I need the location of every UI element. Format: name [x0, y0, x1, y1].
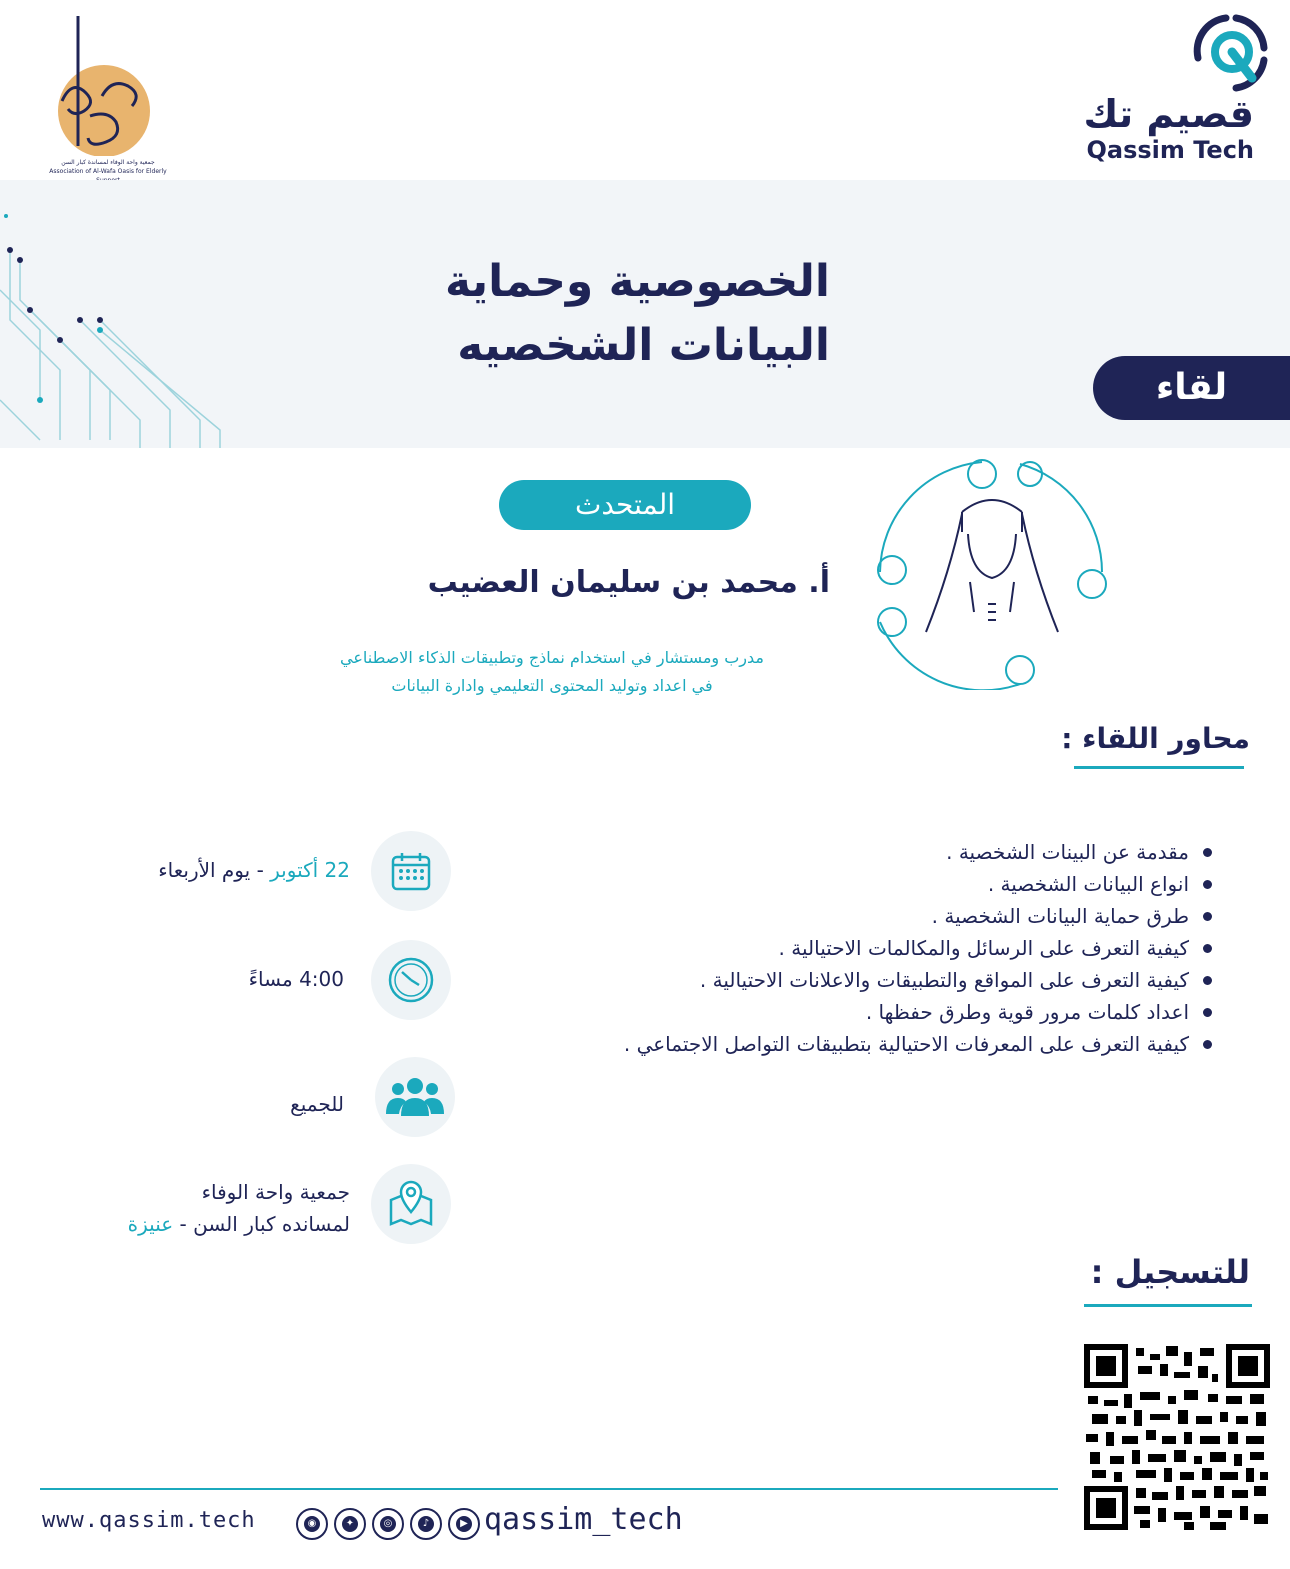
event-location-line2: لمسانده كبار السن - عنيزة	[127, 1212, 350, 1236]
event-date-weekday: - يوم الأربعاء	[158, 858, 271, 882]
event-location-line1: جمعية واحة الوفاء	[201, 1180, 350, 1204]
bullet-icon	[1203, 976, 1212, 985]
qassim-tech-name-en: Qassim Tech	[1086, 136, 1254, 164]
bullet-icon	[1203, 944, 1212, 953]
event-time: 4:00 مساءً	[248, 967, 344, 991]
people-icon-circle	[375, 1057, 455, 1137]
tiktok-icon[interactable]: ♪	[410, 1508, 442, 1540]
footer-divider	[40, 1488, 1058, 1490]
bullet-icon	[1203, 880, 1212, 889]
registration-qr-code[interactable]	[1084, 1344, 1270, 1530]
wafa-logo-caption: جمعية واحة الوفاء لمساندة كبار السن Association of Al-Wafa Oasis for Elderly	[49, 159, 167, 175]
speaker-description-line1: مدرب ومستشار في استخدام نماذج وتطبيقات الذكاء الاصطناعي	[340, 648, 764, 667]
list-item: انواع البيانات الشخصية .	[512, 868, 1212, 900]
meeting-badge: لقاء	[1093, 356, 1290, 420]
youtube-icon[interactable]: ▶	[448, 1508, 480, 1540]
people-icon	[386, 1076, 444, 1118]
qassim-tech-name-ar: قصيم تك	[1083, 92, 1254, 136]
twitter-icon[interactable]: ✦	[334, 1508, 366, 1540]
event-location-city: عنيزة	[127, 1212, 174, 1236]
topics-heading-underline	[1074, 766, 1244, 769]
list-item: كيفية التعرف على المعرفات الاحتيالية بتطبيقات التواصل الاجتماعي .	[512, 1028, 1212, 1060]
bullet-icon	[1203, 1040, 1212, 1049]
event-date-day: 22 أكتوبر	[270, 858, 350, 882]
clock-icon-circle	[371, 940, 451, 1020]
event-title-line1: الخصوصية وحماية	[444, 256, 830, 307]
clock-icon	[386, 955, 436, 1005]
topics-heading: محاور اللقاء :	[1061, 722, 1250, 755]
circuit-decoration	[0, 200, 240, 448]
wafa-logo	[40, 6, 170, 178]
speaker-description-line2: في اعداد وتوليد المحتوى التعليمي وادارة البيانات	[391, 676, 713, 695]
speaker-label: المتحدث	[499, 480, 751, 530]
instagram-icon[interactable]: ◎	[372, 1508, 404, 1540]
social-icons	[296, 1508, 480, 1540]
list-item: كيفية التعرف على المواقع والتطبيقات والاعلانات الاحتيالية .	[512, 964, 1212, 996]
event-location	[20, 1176, 350, 1240]
register-heading: للتسجيل :	[1090, 1253, 1250, 1291]
social-handle[interactable]: qassim_tech	[484, 1502, 683, 1537]
map-pin-icon	[387, 1180, 435, 1228]
bullet-icon	[1203, 848, 1212, 857]
bullet-icon	[1203, 1008, 1212, 1017]
event-title	[330, 250, 830, 378]
event-title-line2: البيانات الشخصيه	[457, 320, 830, 371]
list-item: مقدمة عن البينات الشخصية .	[512, 836, 1212, 868]
calendar-icon-circle	[371, 831, 451, 911]
speaker-name: أ. محمد بن سليمان العضيب	[427, 565, 830, 600]
bullet-icon	[1203, 912, 1212, 921]
event-audience: للجميع	[290, 1092, 344, 1116]
register-heading-underline	[1084, 1304, 1252, 1307]
snapchat-icon[interactable]: ◉	[296, 1508, 328, 1540]
calendar-icon	[389, 849, 433, 893]
qassim-tech-logo	[1040, 8, 1280, 173]
speaker-description	[252, 644, 852, 700]
speaker-avatar-icon	[870, 452, 1115, 690]
event-date	[20, 854, 350, 886]
list-item: كيفية التعرف على الرسائل والمكالمات الاحتيالية .	[512, 932, 1212, 964]
website-link[interactable]: www.qassim.tech	[42, 1508, 256, 1533]
list-item: طرق حماية البيانات الشخصية .	[512, 900, 1212, 932]
qassim-tech-mark-icon	[1186, 8, 1276, 98]
map-pin-icon-circle	[371, 1164, 451, 1244]
topics-list	[512, 836, 1212, 1060]
list-item: اعداد كلمات مرور قوية وطرق حفظها .	[512, 996, 1212, 1028]
